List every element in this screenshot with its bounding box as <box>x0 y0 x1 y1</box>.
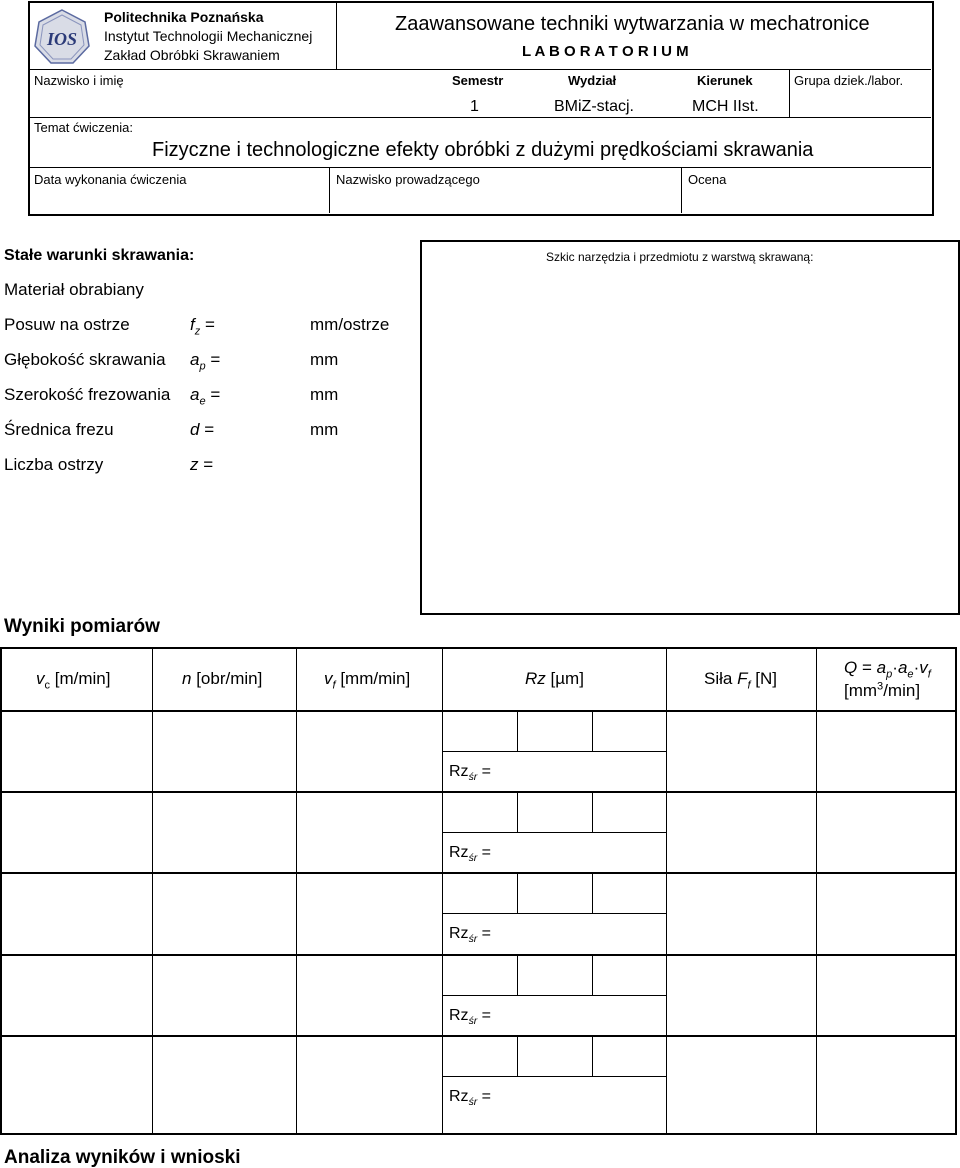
rz-average-label: $Rz_{śr}$ = <box>449 1088 492 1109</box>
rz-average-label: $Rz_{śr}$ = <box>449 844 492 865</box>
header-vc: $v_c$ [m/min] <box>36 669 111 692</box>
table-divider <box>442 1076 666 1077</box>
results-table <box>0 647 957 1135</box>
table-divider <box>442 647 443 1135</box>
major-value: MCH IIst. <box>692 98 759 115</box>
group-label: Grupa dziek./labor. <box>794 73 904 88</box>
table-divider <box>592 873 593 913</box>
condition-unit: mm <box>310 350 339 369</box>
table-divider <box>592 711 593 751</box>
table-divider <box>0 1035 957 1037</box>
header-rz: Rz [µm] <box>525 669 584 688</box>
conditions-title: Stałe warunki skrawania: <box>4 247 195 264</box>
results-title: Wyniki pomiarów <box>4 616 160 637</box>
header-vf: $v_f$ [mm/min] <box>324 669 411 692</box>
semester-value: 1 <box>470 98 479 115</box>
condition-symbol: $a_e$ = <box>190 385 221 408</box>
table-divider <box>442 913 666 914</box>
table-divider <box>442 995 666 996</box>
header-q: $Q = a_p\cdot a_e\cdot v_f$ <box>844 658 931 681</box>
table-divider <box>442 751 666 752</box>
institute-name: Instytut Technologii Mechanicznej <box>104 28 313 44</box>
instructor-label: Nazwisko prowadzącego <box>336 172 480 187</box>
table-divider <box>0 872 957 874</box>
material-label: Materiał obrabiany <box>4 280 144 299</box>
divider <box>789 69 790 117</box>
topic-label: Temat ćwiczenia: <box>34 120 133 135</box>
table-divider <box>0 954 957 956</box>
table-divider <box>517 792 518 832</box>
condition-label: Posuw na ostrze <box>4 315 130 334</box>
header-force: Siła $F_f$ [N] <box>704 669 778 692</box>
divider <box>29 117 931 118</box>
condition-unit: mm <box>310 385 339 404</box>
table-divider <box>0 791 957 793</box>
lab-label: L A B O R A T O R I U M <box>522 43 689 60</box>
rz-average-label: $Rz_{śr}$ = <box>449 925 492 946</box>
university-logo <box>33 8 91 66</box>
table-divider <box>442 832 666 833</box>
header-q-unit: $[mm^3/\min]$ <box>844 680 921 700</box>
sketch-label: Szkic narzędzia i przedmiotu z warstwą skrawaną: <box>546 250 814 264</box>
divider <box>329 167 330 213</box>
table-divider <box>816 647 817 1135</box>
department-name: Zakład Obróbki Skrawaniem <box>104 47 280 63</box>
major-label: Kierunek <box>697 73 753 88</box>
table-divider <box>517 955 518 995</box>
condition-unit: mm <box>310 420 339 439</box>
name-label: Nazwisko i imię <box>34 73 124 88</box>
table-divider <box>592 792 593 832</box>
sketch-box <box>420 240 960 615</box>
table-divider <box>0 710 957 712</box>
rz-average-label: $Rz_{śr}$ = <box>449 1007 492 1028</box>
condition-symbol: $f_z$ = <box>190 315 215 338</box>
divider <box>29 69 931 70</box>
condition-unit: mm/ostrze <box>310 315 390 334</box>
table-divider <box>152 647 153 1135</box>
logo-text: IOS <box>46 29 78 49</box>
university-name: Politechnika Poznańska <box>104 9 264 25</box>
course-title: Zaawansowane techniki wytwarzania w mechatronice <box>395 13 870 35</box>
header-n: n [obr/min] <box>182 669 263 688</box>
table-divider <box>517 711 518 751</box>
condition-label: Szerokość frezowania <box>4 385 171 404</box>
divider <box>336 2 337 69</box>
divider <box>681 167 682 213</box>
table-divider <box>296 647 297 1135</box>
analysis-title: Analiza wyników i wnioski <box>4 1147 241 1168</box>
faculty-value: BMiZ-stacj. <box>554 98 634 115</box>
condition-label: Średnica frezu <box>4 420 114 439</box>
table-divider <box>517 1036 518 1076</box>
topic-value: Fizyczne i technologiczne efekty obróbki z dużymi prędkościami skrawania <box>152 139 814 161</box>
table-divider <box>666 647 667 1135</box>
table-divider <box>517 873 518 913</box>
grade-label: Ocena <box>688 172 727 187</box>
table-divider <box>592 955 593 995</box>
condition-symbol: d = <box>190 420 215 439</box>
condition-symbol: z = <box>190 455 214 474</box>
date-label: Data wykonania ćwiczenia <box>34 172 187 187</box>
condition-label: Głębokość skrawania <box>4 350 166 369</box>
divider <box>29 167 931 168</box>
condition-symbol: $a_p$ = <box>190 350 221 373</box>
semester-label: Semestr <box>452 73 504 88</box>
faculty-label: Wydział <box>568 73 617 88</box>
rz-average-label: $Rz_{śr}$ = <box>449 763 492 784</box>
table-divider <box>592 1036 593 1076</box>
condition-label: Liczba ostrzy <box>4 455 104 474</box>
